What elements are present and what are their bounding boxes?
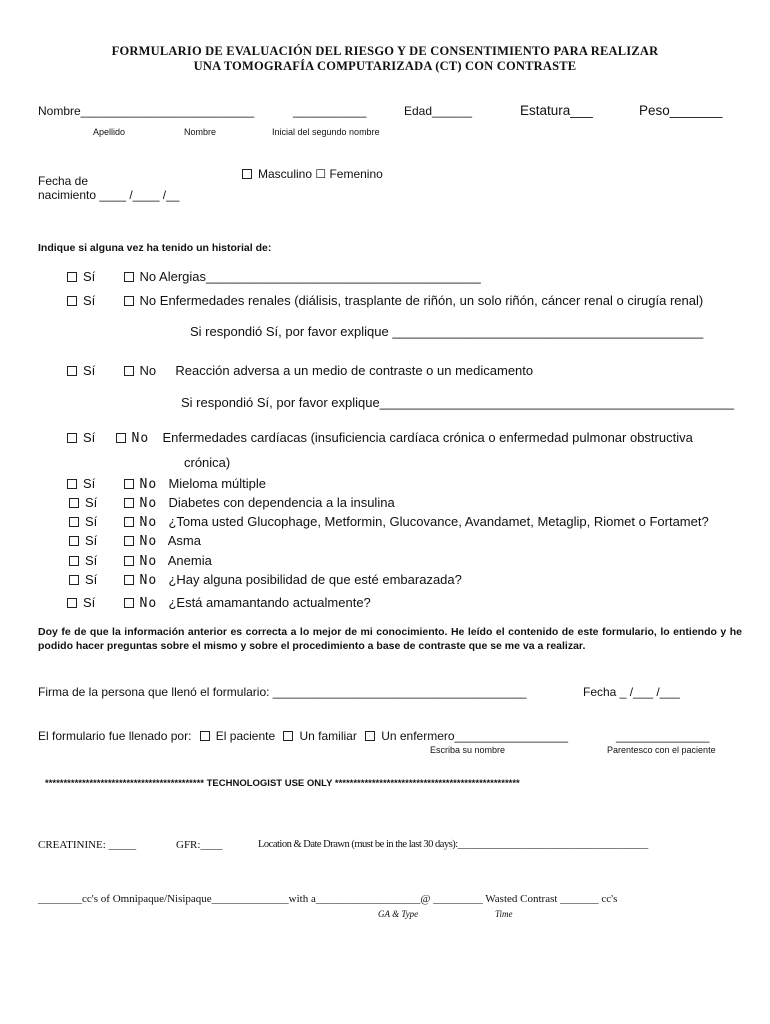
checkbox-icon[interactable] (242, 169, 252, 179)
sub-escriba: Escriba su nombre (430, 745, 506, 755)
estatura-field[interactable]: Estatura___ (520, 103, 593, 118)
checkbox-icon[interactable] (124, 556, 134, 566)
si-label: Sí (83, 476, 96, 491)
reaccion-explain[interactable]: Si respondió Sí, por favor explique_________________________________________________ (181, 395, 734, 410)
checkbox-icon[interactable] (69, 536, 79, 546)
glucophage-label: ¿Toma usted Glucophage, Metformin, Glucovance, Avandamet, Metaglip, Riomet o Fortamet? (168, 514, 709, 529)
no-label: No (139, 477, 158, 492)
form-title-line2: UNA TOMOGRAFÍA COMPUTARIZADA (CT) CON CONTRASTE (193, 59, 577, 73)
no-label: No (139, 515, 158, 530)
no-label: No (139, 596, 158, 611)
checkbox-icon[interactable] (124, 366, 134, 376)
q-asma[interactable] (69, 533, 201, 549)
signature-label: Firma de la persona que llenó el formulario: (38, 685, 270, 699)
si-label: Sí (85, 572, 98, 587)
si-label: Sí (85, 514, 98, 529)
sub-ga-type: GA & Type (378, 909, 419, 919)
checkbox-icon[interactable] (124, 498, 134, 508)
checkbox-icon[interactable] (67, 296, 77, 306)
q-amamantando[interactable] (67, 595, 371, 611)
checkbox-icon[interactable] (124, 517, 134, 527)
checkbox-icon[interactable] (69, 517, 79, 527)
checkbox-icon[interactable] (116, 433, 126, 443)
anemia-label: Anemia (167, 553, 212, 568)
checkbox-icon[interactable] (124, 598, 134, 608)
checkbox-icon[interactable] (67, 598, 77, 608)
q-renales[interactable] (67, 293, 703, 308)
gfr-field[interactable]: GFR:____ (176, 839, 223, 851)
middle-initial-field[interactable]: ___________ (293, 104, 367, 118)
q-reaccion[interactable] (67, 363, 533, 378)
familiar-label: Un familiar (299, 729, 357, 743)
reaccion-label: Reacción adversa a un medio de contraste o un medicamento (175, 363, 534, 378)
renales-explain[interactable]: Si respondió Sí, por favor explique ___________________________________________ (190, 324, 704, 339)
no-label: No (131, 431, 150, 446)
sex-options-label: Masculino ☐ Femenino (258, 167, 383, 181)
checkbox-icon[interactable] (124, 479, 134, 489)
signature-row[interactable] (38, 685, 526, 699)
form-title-line1: FORMULARIO DE EVALUACIÓN DEL RIESGO Y DE CONSENTIMIENTO PARA REALIZAR (111, 44, 659, 58)
checkbox-icon[interactable] (67, 479, 77, 489)
checkbox-icon[interactable] (67, 433, 77, 443)
embarazada-label: ¿Hay alguna posibilidad de que esté embarazada? (168, 572, 462, 587)
si-label: Sí (83, 430, 96, 445)
q-diabetes[interactable] (69, 495, 395, 511)
alergias-label: No Alergias______________________________________ (139, 269, 481, 284)
enfermero-label: Un enfermero_________________ (381, 729, 569, 743)
peso-field[interactable]: Peso_______ (639, 103, 723, 118)
si-label: Sí (85, 495, 98, 510)
sub-time: Time (495, 909, 513, 919)
q-anemia[interactable] (69, 553, 212, 569)
si-label: Sí (85, 533, 98, 548)
certification-text: Doy fe de que la información anterior es correcta a lo mejor de mi conocimiento. He leído el contenido de este formulario, lo entiendo y he podido hacer preguntas sobre el mismo y sobre el procedimiento a base de contraste que se me va a realizar. (38, 626, 742, 652)
fecha-label-line1: Fecha de (38, 174, 89, 188)
cardiacas-cont: crónica) (184, 455, 231, 470)
mieloma-label: Mieloma múltiple (168, 476, 266, 491)
renales-label: No Enfermedades renales (diálisis, trasplante de riñón, un solo riñón, cáncer renal o cirugía renal) (139, 293, 704, 308)
si-label: Sí (85, 553, 98, 568)
q-mieloma[interactable] (67, 476, 266, 492)
si-label: Sí (83, 293, 96, 308)
checkbox-icon[interactable] (200, 731, 210, 741)
checkbox-icon[interactable] (365, 731, 375, 741)
birthdate-field[interactable]: nacimiento ____ /____ /__ (38, 188, 180, 202)
diabetes-label: Diabetes con dependencia a la insulina (168, 495, 395, 510)
no-label: No (139, 534, 158, 549)
si-label: Sí (83, 363, 96, 378)
checkbox-icon[interactable] (69, 556, 79, 566)
checkbox-icon[interactable] (124, 536, 134, 546)
history-heading: Indique si alguna vez ha tenido un historial de: (38, 242, 272, 254)
no-label: No (139, 573, 158, 588)
amamantando-label: ¿Está amamantando actualmente? (168, 595, 371, 610)
signature-line[interactable]: ______________________________________ (272, 685, 527, 699)
checkbox-icon[interactable] (283, 731, 293, 741)
no-label: No (139, 496, 158, 511)
filled-by-label: El formulario fue llenado por: (38, 729, 192, 743)
checkbox-icon[interactable] (67, 366, 77, 376)
filled-by-row[interactable] (38, 729, 568, 743)
q-alergias[interactable] (67, 269, 481, 284)
checkbox-icon[interactable] (124, 296, 134, 306)
creatinine-field[interactable]: CREATININE: _____ (38, 839, 137, 851)
edad-field[interactable]: Edad______ (404, 104, 473, 118)
tech-divider: ******************************************* TECHNOLOGIST USE ONLY ************************************************** (45, 778, 520, 789)
checkbox-icon[interactable] (69, 575, 79, 585)
relationship-field[interactable]: ______________ (616, 729, 710, 743)
asma-label: Asma (167, 533, 201, 548)
checkbox-icon[interactable] (124, 575, 134, 585)
sub-apellido: Apellido (93, 127, 126, 137)
signature-date[interactable]: Fecha _ /___ /___ (583, 685, 680, 699)
location-date-field[interactable]: Location & Date Drawn (must be in the last 30 days):________________________________________ (258, 839, 648, 850)
checkbox-icon[interactable] (69, 498, 79, 508)
checkbox-icon[interactable] (67, 272, 77, 282)
nombre-field[interactable]: Nombre__________________________ (38, 104, 255, 118)
omnipaque-field[interactable]: ________cc's of Omnipaque/Nisipaque______________with a___________________@ _________ Wasted Contrast _______ cc's (38, 893, 618, 905)
sub-nombre: Nombre (184, 127, 217, 137)
si-label: Sí (83, 269, 96, 284)
sub-inicial: Inicial del segundo nombre (272, 127, 380, 137)
sex-options[interactable] (242, 167, 383, 181)
q-glucophage[interactable] (69, 514, 709, 530)
cardiacas-label: Enfermedades cardíacas (insuficiencia cardíaca crónica o enfermedad pulmonar obstructiva (162, 430, 693, 445)
paciente-label: El paciente (215, 729, 276, 743)
q-embarazada[interactable] (69, 572, 462, 588)
sub-parentesco: Parentesco con el paciente (607, 745, 716, 755)
q-cardiacas[interactable] (67, 430, 693, 446)
no-label: No (139, 554, 158, 569)
checkbox-icon[interactable] (124, 272, 134, 282)
si-label: Sí (83, 595, 96, 610)
no-label: No (139, 363, 157, 378)
